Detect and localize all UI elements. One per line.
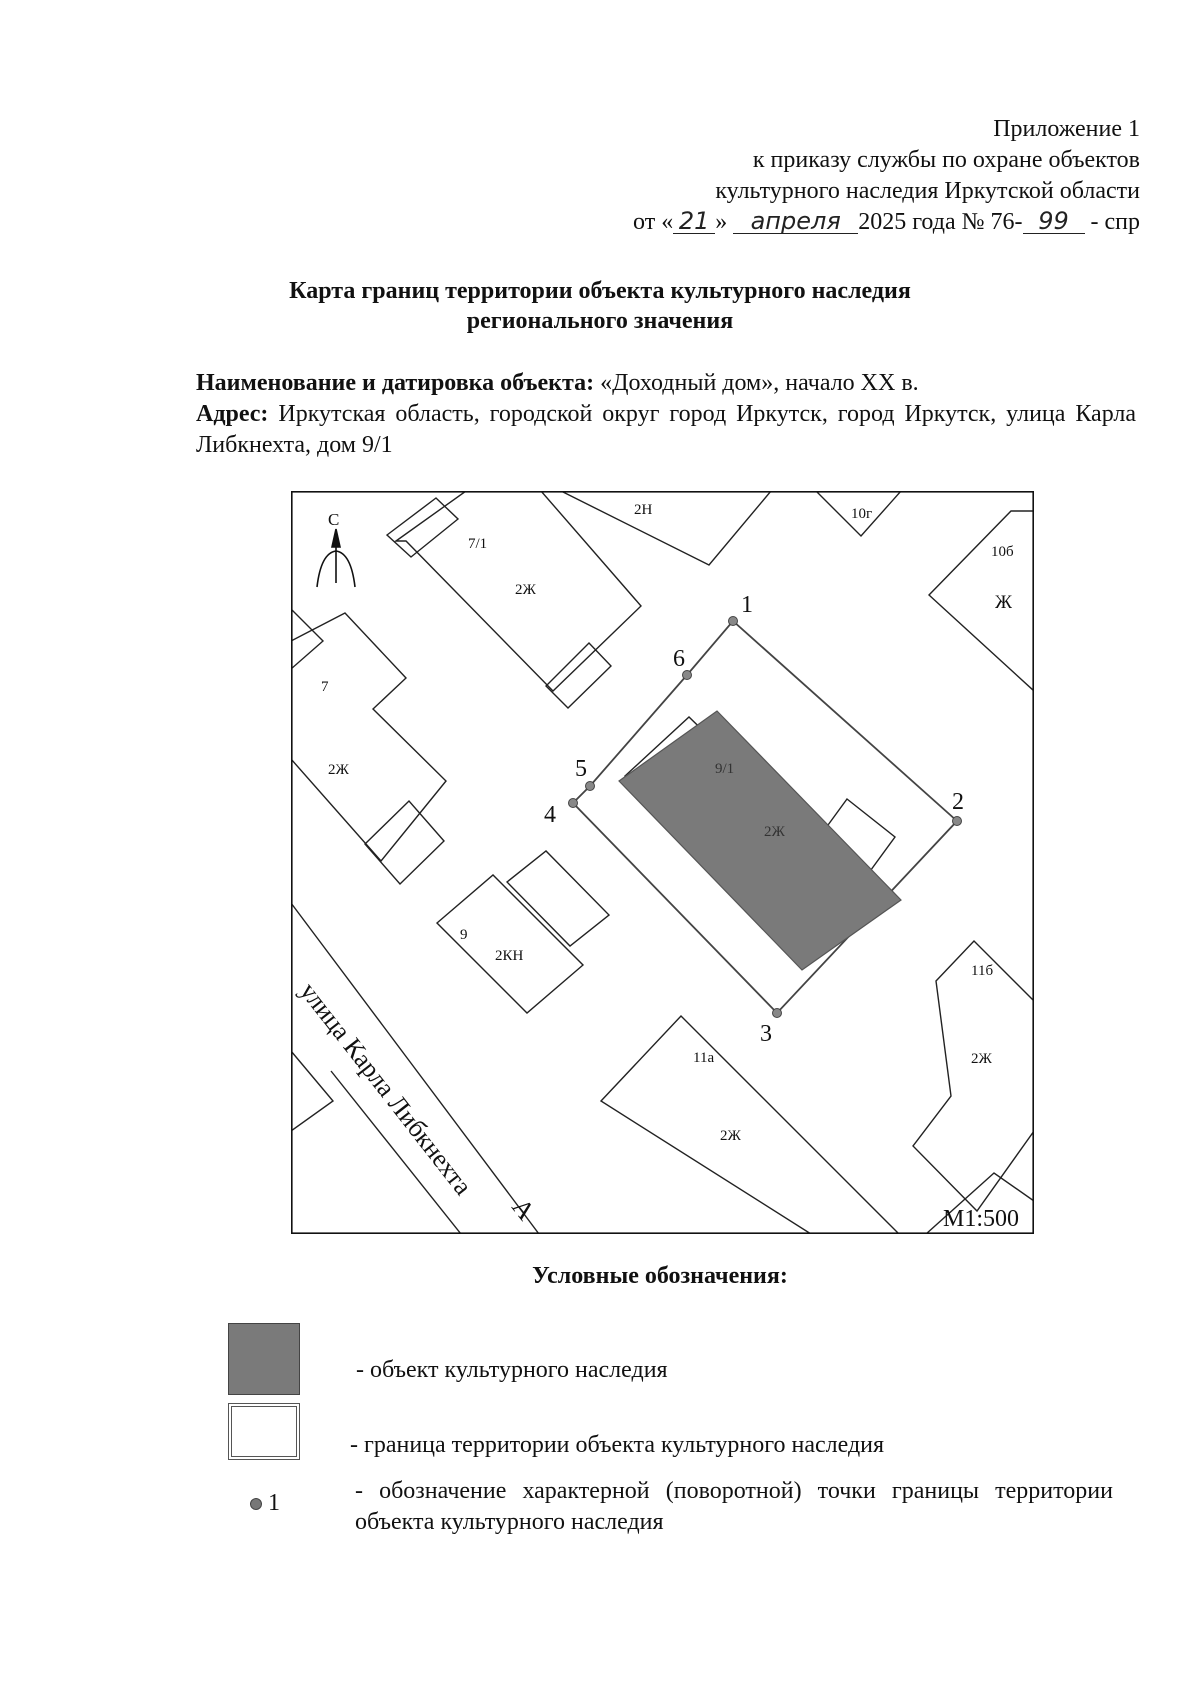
boundary-point-6-label: 6 — [673, 646, 685, 672]
boundary-point-4-dot — [569, 799, 578, 808]
building-11b-number: 11б — [971, 963, 994, 979]
handwritten-month: апреля — [733, 209, 858, 234]
north-arrow-icon — [317, 529, 355, 587]
handwritten-day: 21 — [673, 209, 715, 234]
building-9-number: 9 — [460, 927, 468, 943]
legend-boundary-text: - граница территории объекта культурного наследия — [350, 1432, 885, 1458]
building-10g-number: 10г — [851, 506, 873, 522]
boundary-point-5-label: 5 — [575, 756, 587, 782]
heritage-object-9-1 — [619, 711, 901, 970]
object-address-value: Иркутская область, городской округ город Иркутск, город Иркутск, улица Карла Либкнехта, дом 9/1 — [196, 401, 1137, 458]
legend-title: Условные обозначения: — [532, 1263, 788, 1289]
building-9-outline — [437, 875, 583, 1013]
building-10b-number: 10б — [991, 544, 1014, 560]
appendix-header — [440, 114, 1140, 238]
legend-heritage-swatch — [228, 1323, 300, 1395]
boundary-point-1-label: 1 — [741, 592, 753, 618]
legend-heritage-text: - объект культурного наследия — [356, 1357, 668, 1383]
building-7-outline — [291, 613, 446, 861]
appendix-order-line: к приказу службы по охране объектов — [752, 147, 1140, 173]
boundary-point-2-label: 2 — [952, 789, 964, 815]
building-10b-type: Ж — [995, 592, 1013, 613]
title-line-1: Карта границ территории объекта культурного наследия — [289, 278, 911, 304]
legend-point-number: 1 — [268, 1490, 280, 1516]
building-9-type: 2КН — [495, 948, 524, 964]
date-quote-close: » — [715, 209, 728, 235]
object-address-line — [196, 399, 1136, 461]
building-11b-type: 2Ж — [971, 1051, 992, 1067]
appendix-date-line — [440, 207, 1140, 238]
building-7-type: 2Ж — [328, 762, 349, 778]
boundary-point-2-dot — [953, 817, 962, 826]
document-title — [190, 276, 1010, 336]
object-info — [196, 368, 1136, 461]
appendix-service-line: культурного наследия Иркутской области — [715, 178, 1140, 204]
building-7-1-type: 2Ж — [515, 582, 536, 598]
object-name-label: Наименование и датировка объекта: — [196, 370, 595, 396]
boundary-point-3-dot — [773, 1009, 782, 1018]
building-9-1-type: 2Ж — [764, 824, 785, 840]
building-11a-number: 11а — [693, 1050, 715, 1066]
legend-boundary-swatch — [228, 1403, 300, 1460]
boundary-map — [291, 491, 1034, 1234]
building-7-number: 7 — [321, 679, 329, 695]
boundary-point-4-label: 4 — [544, 802, 556, 828]
title-line-2: регионального значения — [466, 308, 734, 334]
building-11a-outline — [601, 1016, 899, 1234]
object-address-label: Адрес: — [196, 401, 269, 427]
legend-point-dot-icon — [250, 1498, 262, 1510]
object-name-value: «Доходный дом», начало XX в. — [600, 370, 919, 396]
boundary-point-5-dot — [586, 782, 595, 791]
map-scale: М1:500 — [943, 1206, 1020, 1232]
date-prefix: от « — [633, 209, 674, 235]
boundary-point-3-label: 3 — [760, 1021, 772, 1047]
year-text: 2025 года № 76- — [858, 209, 1023, 235]
building-7-1-number: 7/1 — [468, 536, 488, 552]
building-2n-type: 2Н — [634, 502, 653, 518]
legend-point-text: - обозначение характерной (поворотной) точки границы территории объекта культурного наследия — [355, 1478, 1113, 1535]
building-a-label: А — [506, 1192, 541, 1226]
boundary-point-1-dot — [729, 617, 738, 626]
order-suffix: - спр — [1090, 209, 1140, 235]
building-11a-type: 2Ж — [720, 1128, 741, 1144]
object-name-line — [196, 368, 1136, 399]
street-name-label: улица Карла Либкнехта — [294, 976, 478, 1201]
legend-point-symbol — [250, 1490, 280, 1517]
street-side-block — [291, 1051, 333, 1131]
building-11b-outline — [913, 941, 1034, 1211]
north-label: С — [328, 510, 340, 529]
building-10b-outline — [929, 511, 1034, 691]
handwritten-order-number: 99 — [1023, 209, 1085, 234]
building-9-1-number: 9/1 — [715, 761, 735, 777]
appendix-number: Приложение 1 — [993, 116, 1140, 142]
